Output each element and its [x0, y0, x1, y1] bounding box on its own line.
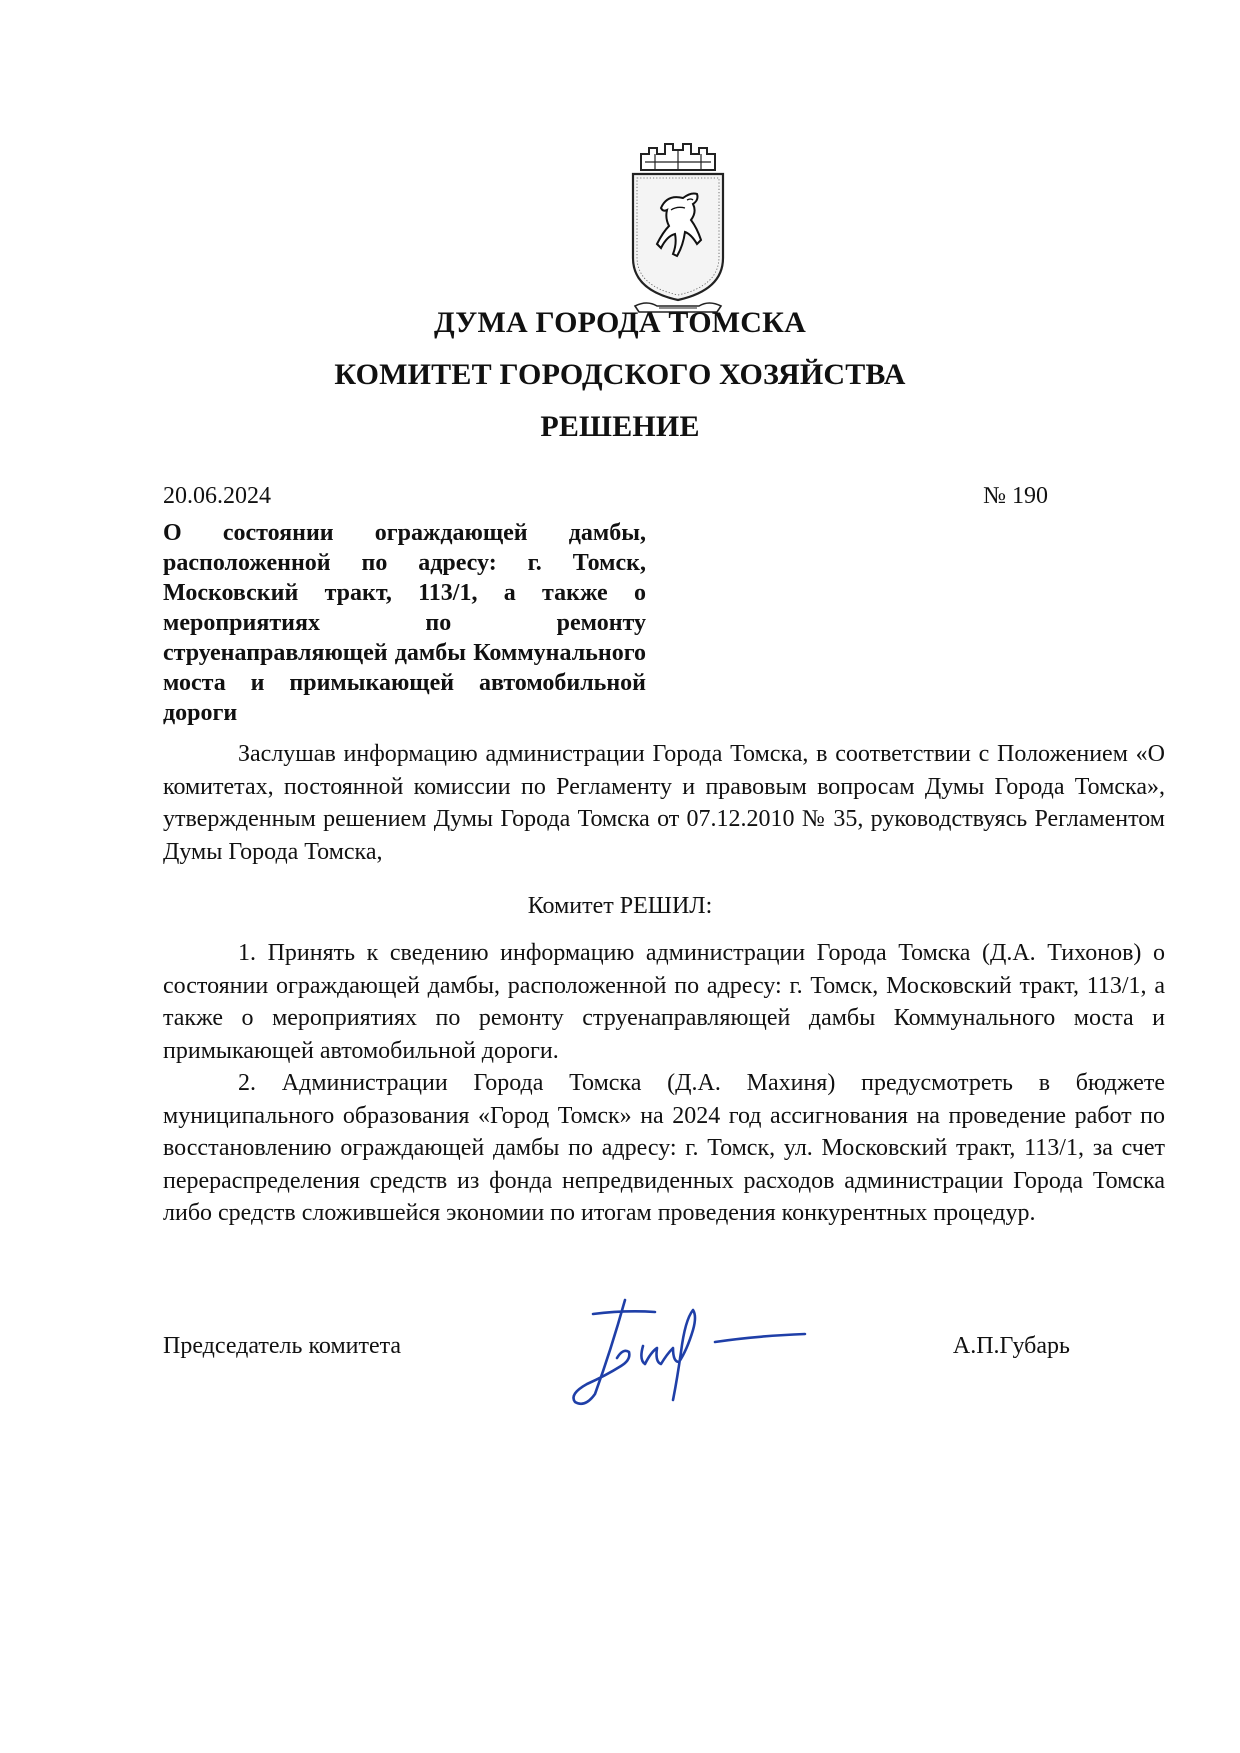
- document-subject: О состоянии ограждающей дамбы, расположенной по адресу: г. Томск, Московский тракт, 113/1, а также о мероприятиях по ремонту струенаправляющей дамбы Коммунального моста и примыкающей автомобильной дороги: [163, 520, 646, 726]
- document-number: № 190: [983, 483, 1048, 509]
- signatory-title: Председатель комитета: [163, 1333, 402, 1359]
- tomsk-coat-of-arms-icon: [627, 140, 729, 316]
- resolved-heading: Комитет РЕШИЛ:: [527, 893, 713, 919]
- org-title: ДУМА ГОРОДА ТОМСКА: [434, 306, 806, 339]
- committee-title: КОМИТЕТ ГОРОДСКОГО ХОЗЯЙСТВА: [334, 358, 906, 391]
- preamble-paragraph: Заслушав информацию администрации Города Томска, в соответствии с Положением «О комитетах, постоянной комиссии по Регламенту и правовым вопросам Думы Города Томска», утвержденным решением Думы Города Томска от 07.12.2010 № 35, руководствуясь Регламентом Думы Города Томска,: [163, 741, 1165, 865]
- document-date: 20.06.2024: [163, 483, 271, 509]
- signatory-name: А.П.Губарь: [952, 1333, 1070, 1359]
- resolution-item: 2. Администрации Города Томска (Д.А. Махиня) предусмотреть в бюджете муниципального образования «Город Томск» на 2024 год ассигнования на проведение работ по восстановлению ограждающей дамбы по адресу: г. Томск, ул. Московский тракт, 113/1, за счет перераспределения средств из фонда непредвиденных расходов администрации Города Томска либо средств сложившейся экономии по итогам проведения конкурентных процедур.: [163, 1070, 1165, 1226]
- document-type: РЕШЕНИЕ: [540, 410, 700, 443]
- resolution-item: 1. Принять к сведению информацию администрации Города Томска (Д.А. Тихонов) о состоянии ограждающей дамбы, расположенной по адресу: г. Томск, Московский тракт, 113/1, а также о мероприятиях по ремонту струенаправляющей дамбы Коммунального моста и примыкающей автомобильной дороги.: [163, 940, 1165, 1064]
- handwritten-signature-icon: [565, 1290, 825, 1410]
